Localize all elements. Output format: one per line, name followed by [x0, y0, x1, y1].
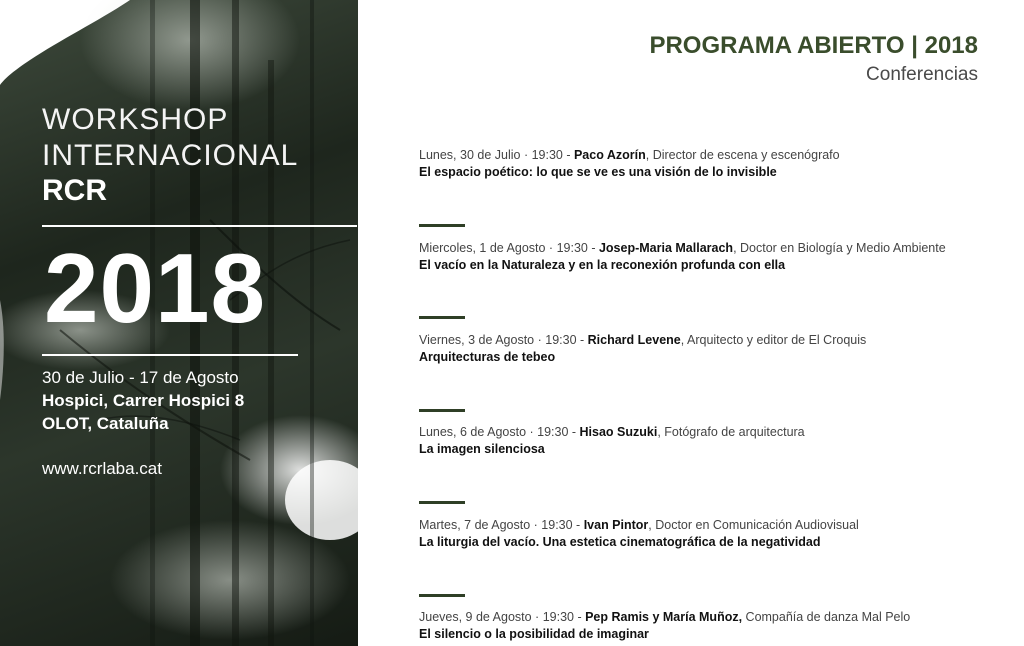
conference-meta [419, 424, 999, 441]
event-separator [419, 409, 465, 412]
conference-datetime: Viernes, 3 de Agosto · 19:30 - [419, 333, 588, 347]
conference-item [419, 332, 999, 366]
conference-title: La imagen silenciosa [419, 442, 545, 456]
conference-datetime: Lunes, 6 de Agosto · 19:30 - [419, 425, 580, 439]
conference-item [419, 609, 999, 643]
conference-role: , Arquitecto y editor de El Croquis [680, 333, 867, 347]
conference-speaker: Ivan Pintor [583, 518, 649, 532]
conference-item [419, 147, 999, 181]
divider-bottom [42, 354, 298, 356]
conference-title: La liturgia del vacío. Una estetica cinematográfica de la negatividad [419, 535, 821, 549]
conference-datetime: Lunes, 30 de Julio · 19:30 - [419, 148, 574, 162]
website-link[interactable]: www.rcrlaba.cat [42, 459, 162, 478]
venue-city: OLOT, Cataluña [42, 414, 169, 433]
conference-speaker: Paco Azorín [573, 148, 646, 162]
conference-item [419, 240, 999, 274]
conference-title: Arquitecturas de tebeo [419, 350, 556, 364]
conference-role: Compañía de danza Mal Pelo [742, 610, 911, 624]
workshop-title-line2: INTERNACIONAL [42, 139, 299, 172]
workshop-title-line1: WORKSHOP [42, 103, 229, 136]
conference-title: El vacío en la Naturaleza y en la reconexión profunda con ella [419, 258, 786, 272]
poster-panel [0, 0, 358, 646]
event-separator [419, 316, 465, 319]
conference-meta [419, 240, 999, 257]
conference-datetime: Miercoles, 1 de Agosto · 19:30 - [419, 241, 599, 255]
conference-meta [419, 147, 999, 164]
conference-role: , Fotógrafo de arquitectura [657, 425, 805, 439]
event-separator [419, 224, 465, 227]
conference-datetime: Jueves, 9 de Agosto · 19:30 - [419, 610, 586, 624]
workshop-year: 2018 [44, 233, 267, 343]
conference-meta [419, 332, 999, 349]
conference-title: El silencio o la posibilidad de imaginar [419, 627, 649, 641]
event-separator [419, 501, 465, 504]
workshop-dates: 30 de Julio - 17 de Agosto [42, 368, 239, 387]
conference-speaker: Pep Ramis y María Muñoz, [585, 610, 743, 624]
conference-speaker: Josep-Maria Mallarach [598, 241, 734, 255]
event-separator [419, 594, 465, 597]
venue-address: Hospici, Carrer Hospici 8 [42, 391, 245, 410]
conference-item [419, 424, 999, 458]
conference-speaker: Richard Levene [587, 333, 681, 347]
program-title: PROGRAMA ABIERTO | 2018 [649, 32, 978, 59]
conference-role: , Director de escena y escenógrafo [645, 148, 840, 162]
conference-item [419, 517, 999, 551]
conference-meta [419, 609, 999, 626]
program-subtitle: Conferencias [866, 64, 978, 85]
conference-datetime: Martes, 7 de Agosto · 19:30 - [419, 518, 584, 532]
conference-title: El espacio poético: lo que se ve es una visión de lo invisible [419, 165, 777, 179]
workshop-name: RCR [42, 174, 107, 207]
divider-top [42, 225, 357, 227]
conference-role: , Doctor en Comunicación Audiovisual [648, 518, 859, 532]
conference-role: , Doctor en Biología y Medio Ambiente [733, 241, 946, 255]
conference-speaker: Hisao Suzuki [579, 425, 658, 439]
conference-meta [419, 517, 999, 534]
